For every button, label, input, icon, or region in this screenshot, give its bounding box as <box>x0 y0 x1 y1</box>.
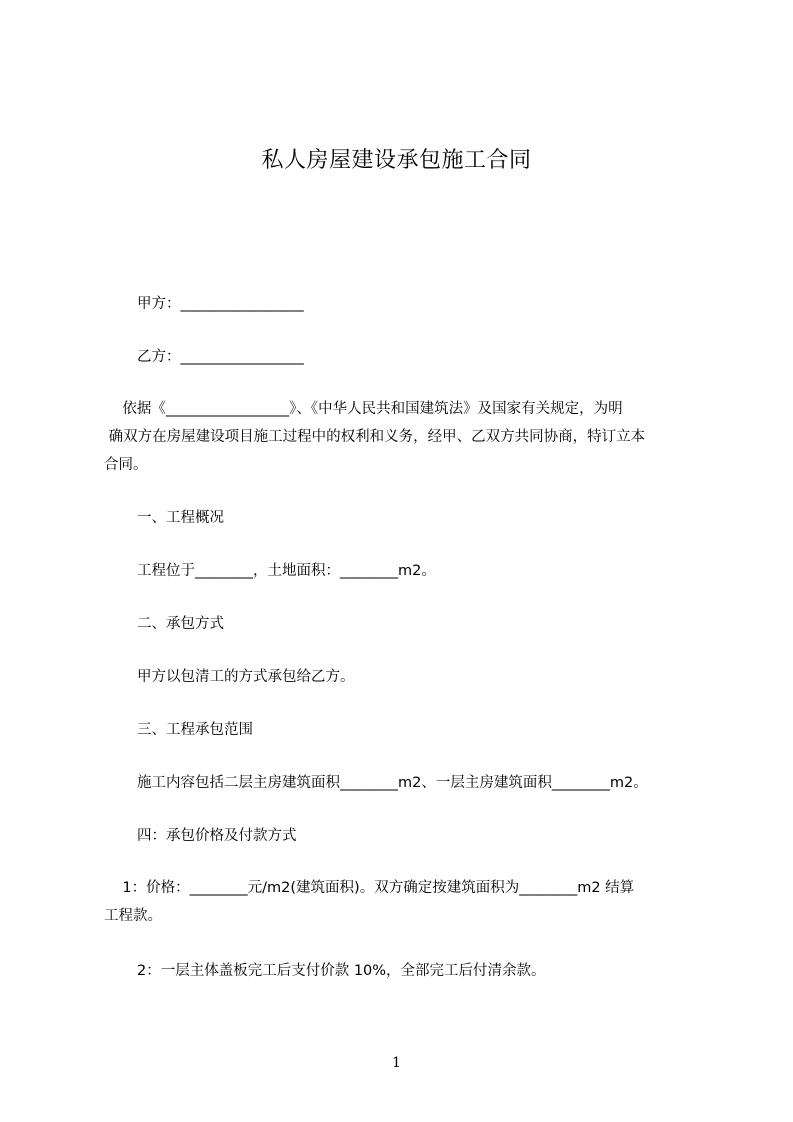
section-2-body: 甲方以包清工的方式承包给乙方。 <box>137 669 355 685</box>
section-3-heading: 三、工程承包范围 <box>137 722 253 738</box>
section-4-item-1-line-2: 工程款。 <box>104 908 162 924</box>
party-a-line: 甲方：_________________ <box>137 296 304 312</box>
preamble-line-2: 确双方在房屋建设项目施工过程中的权利和义务，经甲、乙双方共同协商，特订立本 <box>104 429 646 445</box>
preamble-paragraph <box>104 395 704 479</box>
section-4-item-2: 2：一层主体盖板完工后支付价款 10%，全部完工后付清余款。 <box>137 963 546 979</box>
party-b-line: 乙方：_________________ <box>137 349 304 365</box>
section-4-item-1-line-1: 1：价格：________元/m2(建筑面积)。双方确定按建筑面积为________m2 结算 <box>104 880 635 896</box>
section-4-heading: 四：承包价格及付款方式 <box>137 828 297 844</box>
preamble-line-3: 合同。 <box>104 457 148 473</box>
section-4-item-1 <box>104 874 704 930</box>
section-1-body: 工程位于________，土地面积：________m2。 <box>137 563 436 579</box>
section-1-heading: 一、工程概况 <box>137 510 224 526</box>
document-title: 私人房屋建设承包施工合同 <box>261 148 532 173</box>
preamble-line-1: 依据《_________________》、《中华人民共和国建筑法》及国家有关规定，为明 <box>104 401 623 417</box>
page-number: 1 <box>392 1055 401 1071</box>
section-2-heading: 二、承包方式 <box>137 616 224 632</box>
section-3-body: 施工内容包括二层主房建筑面积________m2、一层主房建筑面积________m2。 <box>137 775 648 791</box>
